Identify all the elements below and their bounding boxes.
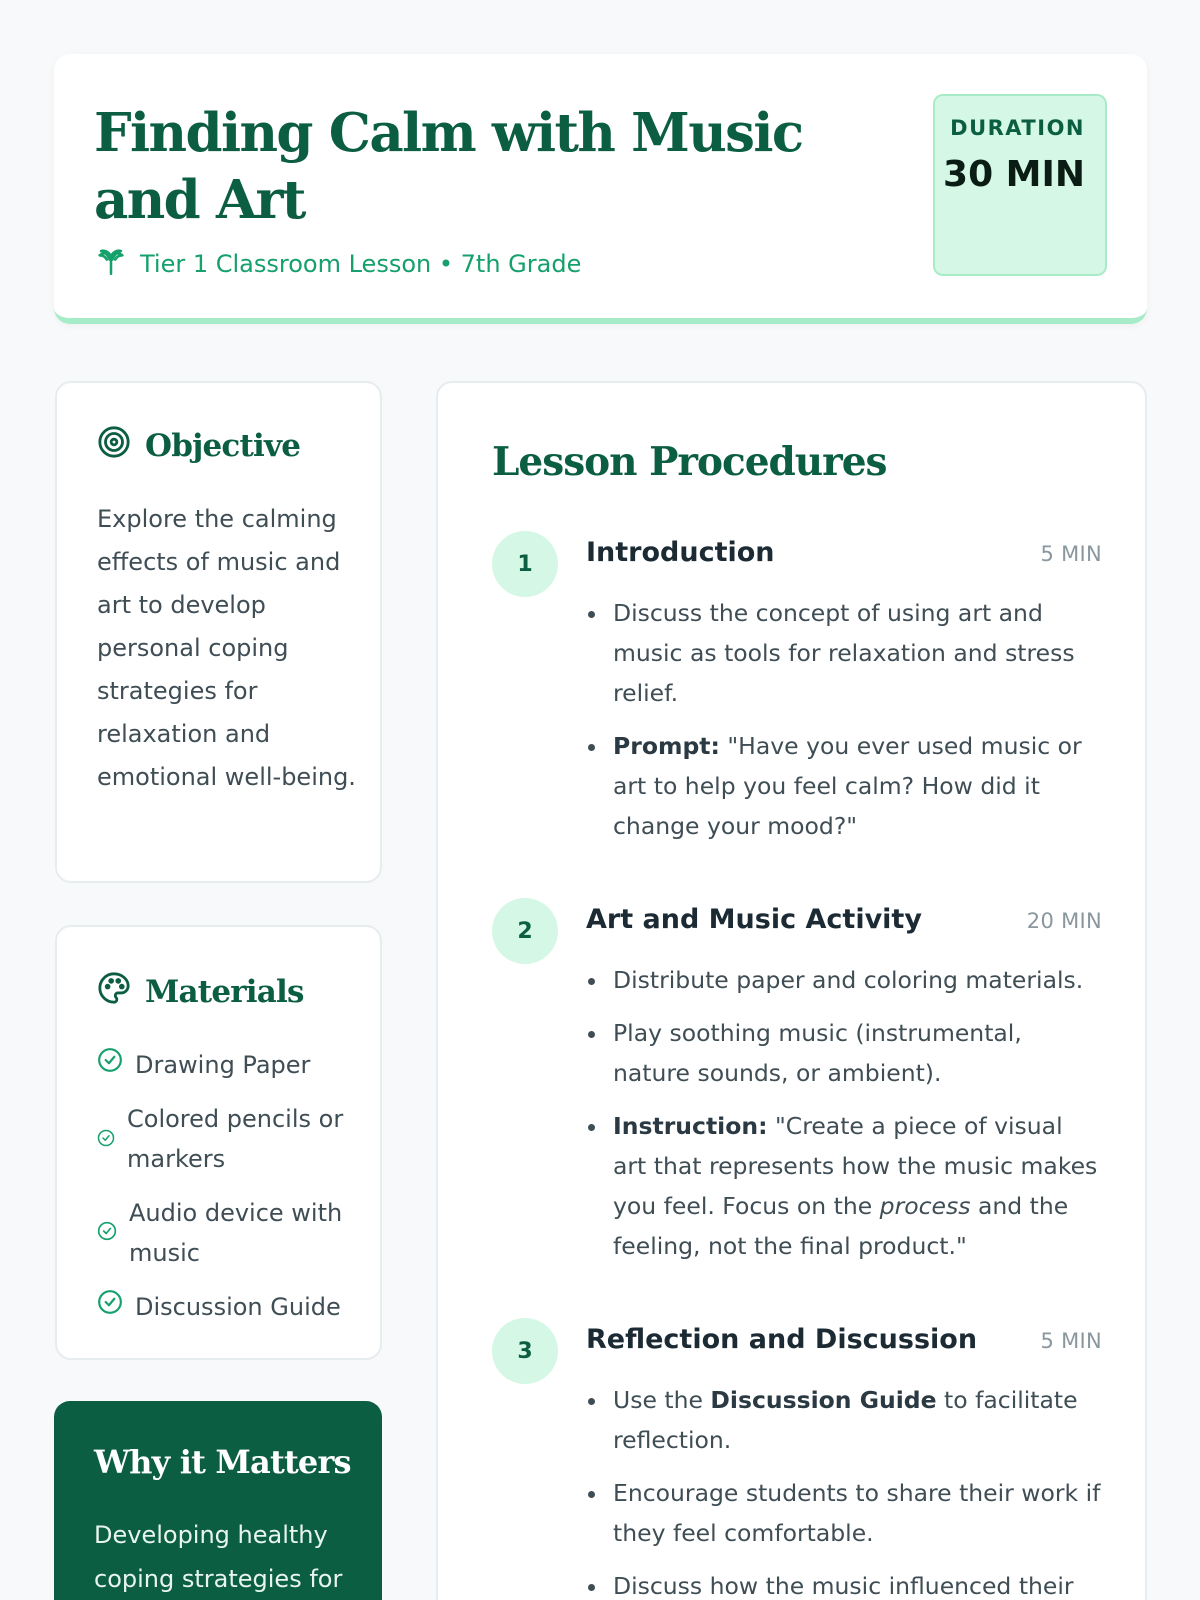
duration-label: DURATION	[950, 116, 1085, 140]
duration-value: 30 MIN	[943, 154, 1085, 195]
step-title: Reflection and Discussion	[586, 1324, 978, 1355]
list-item	[97, 1287, 367, 1327]
procedures-heading: Lesson Procedures	[492, 439, 887, 485]
step-number: 3	[492, 1318, 558, 1384]
bullet-item: Distribute paper and coloring materials.	[586, 960, 1102, 1000]
check-circle-icon	[97, 1213, 117, 1253]
page-title: Finding Calm with Music and Art	[94, 102, 803, 231]
step-bullets	[586, 1380, 1102, 1600]
check-circle-icon	[97, 1287, 123, 1327]
bullet-item: Instruction: "Create a piece of visual art that represents how the music makes you feel. Focus on the process and the feeling, not the final product."	[586, 1106, 1102, 1266]
step-title: Introduction	[586, 537, 775, 568]
check-circle-icon	[97, 1119, 115, 1159]
lesson-subtitle	[94, 244, 581, 284]
step-number: 1	[492, 531, 558, 597]
bullet-item: Discuss how the music influenced their	[586, 1566, 1102, 1600]
objective-heading-text: Objective	[145, 428, 301, 464]
material-label: Drawing Paper	[135, 1051, 311, 1079]
target-icon	[97, 425, 131, 467]
bullet-item: Use the Discussion Guide to facilitate reflection.	[586, 1380, 1102, 1460]
bullet-item: Discuss the concept of using art and music as tools for relaxation and stress relief.	[586, 593, 1102, 713]
bullet-item: Prompt: "Have you ever used music or art to help you feel calm? How did it change your mood?"	[586, 726, 1102, 846]
bullet-item: Play soothing music (instrumental, nature sounds, or ambient).	[586, 1013, 1102, 1093]
check-circle-icon	[97, 1045, 123, 1085]
bullet-item: Encourage students to share their work if they feel comfortable.	[586, 1473, 1102, 1553]
step-duration: 5 MIN	[1040, 542, 1102, 566]
why-it-matters-card	[54, 1401, 382, 1600]
materials-heading	[97, 971, 304, 1013]
why-heading: Why it Matters	[94, 1443, 351, 1481]
materials-card	[55, 925, 382, 1360]
duration-badge	[933, 94, 1107, 276]
step-bullets	[586, 960, 1102, 1279]
objective-heading	[97, 425, 300, 467]
objective-card	[55, 381, 382, 883]
materials-heading-text: Materials	[145, 974, 304, 1010]
subtitle-text: Tier 1 Classroom Lesson • 7th Grade	[140, 250, 582, 278]
objective-text: Explore the calming effects of music and art to develop personal coping strategies for relaxation and emotional well-being.	[97, 505, 356, 791]
step-title: Art and Music Activity	[586, 904, 922, 935]
material-label: Discussion Guide	[135, 1293, 341, 1321]
material-label: Colored pencils or markers	[127, 1105, 344, 1173]
step-duration: 5 MIN	[1040, 1329, 1102, 1353]
list-item	[97, 1045, 367, 1085]
procedures-card	[436, 381, 1147, 1600]
list-item	[97, 1193, 367, 1273]
list-item	[97, 1099, 367, 1179]
step-number: 2	[492, 898, 558, 964]
palm-tree-icon	[94, 244, 128, 284]
lesson-header	[54, 54, 1147, 324]
step-duration: 20 MIN	[1026, 909, 1102, 933]
why-text: Developing healthy coping strategies for	[94, 1521, 343, 1593]
materials-list	[97, 1045, 367, 1341]
palette-icon	[97, 971, 131, 1013]
material-label: Audio device with music	[129, 1199, 343, 1267]
step-bullets	[586, 593, 1102, 859]
